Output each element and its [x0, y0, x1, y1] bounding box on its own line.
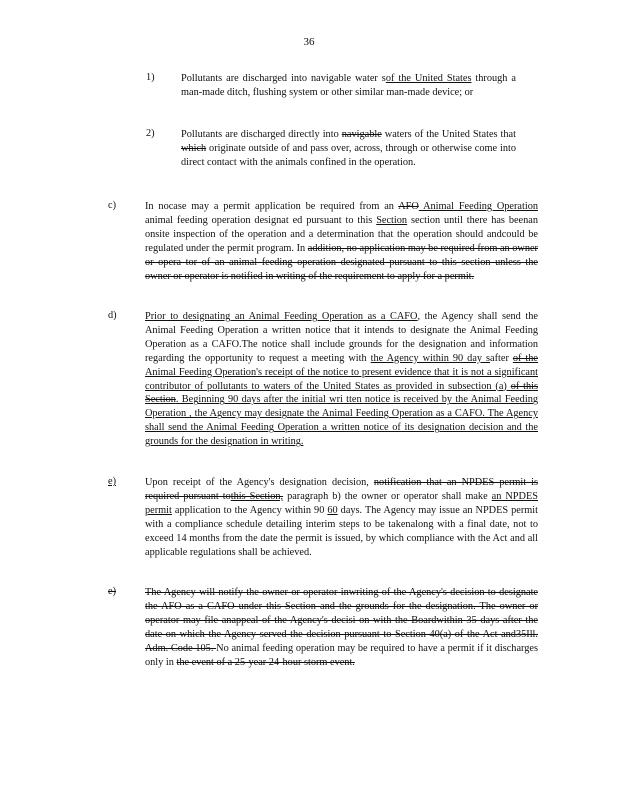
- item-label: d): [108, 310, 117, 321]
- item-label: 2): [146, 128, 155, 139]
- text-run: case may a permit application be required from an: [168, 201, 399, 212]
- text-run: writing of the Agency's decision to designate the AFO as a CAFO under this Section and the grounds for the designation. The owner or operator may file an: [145, 587, 538, 626]
- item-text: [145, 310, 538, 449]
- text-run: The Agency will notify the owner or operator in: [145, 587, 349, 598]
- text-run: the event of a 25-year 24-hour storm event.: [176, 656, 355, 668]
- text-run: navigable: [341, 129, 382, 140]
- text-run: section until there has been: [407, 214, 529, 226]
- text-run: Prior to designating an Animal Feeding Operation as a CAFO: [145, 311, 418, 322]
- text-run: Animal Feeding Operation: [418, 201, 539, 212]
- text-run: Upon receipt of the Agency's designation decision,: [145, 477, 374, 488]
- item-label: 1): [146, 72, 155, 83]
- text-run: of the United States: [385, 73, 472, 84]
- item-label: c): [108, 200, 116, 211]
- item-label: e): [108, 586, 116, 597]
- page-number: 36: [303, 36, 315, 48]
- text-run: Section: [376, 214, 408, 226]
- text-run: an on: [145, 214, 538, 240]
- text-run: Animal Feeding Operation's receipt of the notice to present evidence that it is not a significant contributor of pollutants to waters of the United States as provided in subsection (a): [145, 366, 538, 392]
- text-run: No animal feeding operation may be required to have a permit if it discharges only in: [145, 642, 538, 668]
- text-run: AFO: [398, 201, 419, 212]
- text-run: site inspection of the operation and a determination that the operation should and: [155, 228, 502, 240]
- text-run: . Beginning 90 days after the initial wri tten notice is received by the Animal Feeding Operation , the Agency may designate the Animal Feeding Operation as a CAFO. The Agency shall send the Animal Feeding Operation a written notice of its designation decision and the grounds for the designation in writing.: [145, 394, 538, 448]
- text-run: appeal of the Agency's decisi on with the Board: [231, 614, 437, 626]
- item-label: e): [108, 476, 116, 487]
- text-run: Pollutants are discharged directly into: [181, 129, 342, 140]
- text-run: of this Section: [145, 380, 538, 406]
- text-run: along with a final date, not to exceed 14 months from the date the permit is issued, by which compliance with the Act and all applicable regulations shall be achieved.: [145, 518, 538, 558]
- text-run: of the: [512, 352, 539, 364]
- text-run: addition, no application may be required from an owner or opera tor of an animal feeding operation designated pursuant to this section unless the owner or operator is notified in writing of the requirement to apply for a permit.: [145, 242, 538, 282]
- text-run: which: [181, 142, 207, 154]
- text-run: an NPDES permit: [145, 490, 538, 516]
- text-run: through a man-made ditch, flushing system or other similar man-made device; or: [181, 73, 516, 98]
- text-run: the Agency within 90 day s: [370, 352, 491, 364]
- text-run: paragraph b) the owner or operator shall make: [283, 490, 492, 502]
- item-text: [145, 200, 538, 283]
- text-run: days. The Agency may issue an NPDES permit with a compliance schedule detailing interim steps to be taken: [145, 504, 539, 530]
- text-run: 35Ill. Adm. Code 105.: [145, 628, 538, 654]
- text-run: application to the Agency within 90: [171, 504, 328, 516]
- item-text: [181, 128, 516, 170]
- text-run: , the Agency shall send the Animal Feeding Operation a written notice that it intends to designate the Animal Feeding Operation as a CAFO.The notice shall include grounds for the designation and information regarding the opportunity to request a meeting with: [145, 311, 538, 364]
- text-run: within 35 days after the date on which the Agency served the decision pursuant to Section 40(a) of the Act and: [145, 614, 538, 640]
- text-run: Pollutants are discharged into navigable water s: [181, 73, 386, 84]
- text-run: after: [490, 352, 513, 364]
- text-run: waters of the United States that: [381, 129, 516, 140]
- item-text: [145, 586, 538, 669]
- item-text: [181, 72, 516, 100]
- text-run: In no: [145, 201, 169, 212]
- text-run: originate outside of and pass over, across, through or otherwise come into direct contact with the animals confined in the operation.: [181, 142, 516, 168]
- text-run: 60: [327, 504, 338, 516]
- item-text: [145, 476, 538, 559]
- text-run: this Section,: [230, 490, 284, 502]
- text-run: could be regulated under the permit program. In: [145, 228, 538, 254]
- text-run: notification that an NPDES permit is required pursuant to: [145, 477, 538, 502]
- text-run: animal feeding operation designat ed pursuant to this: [145, 214, 377, 226]
